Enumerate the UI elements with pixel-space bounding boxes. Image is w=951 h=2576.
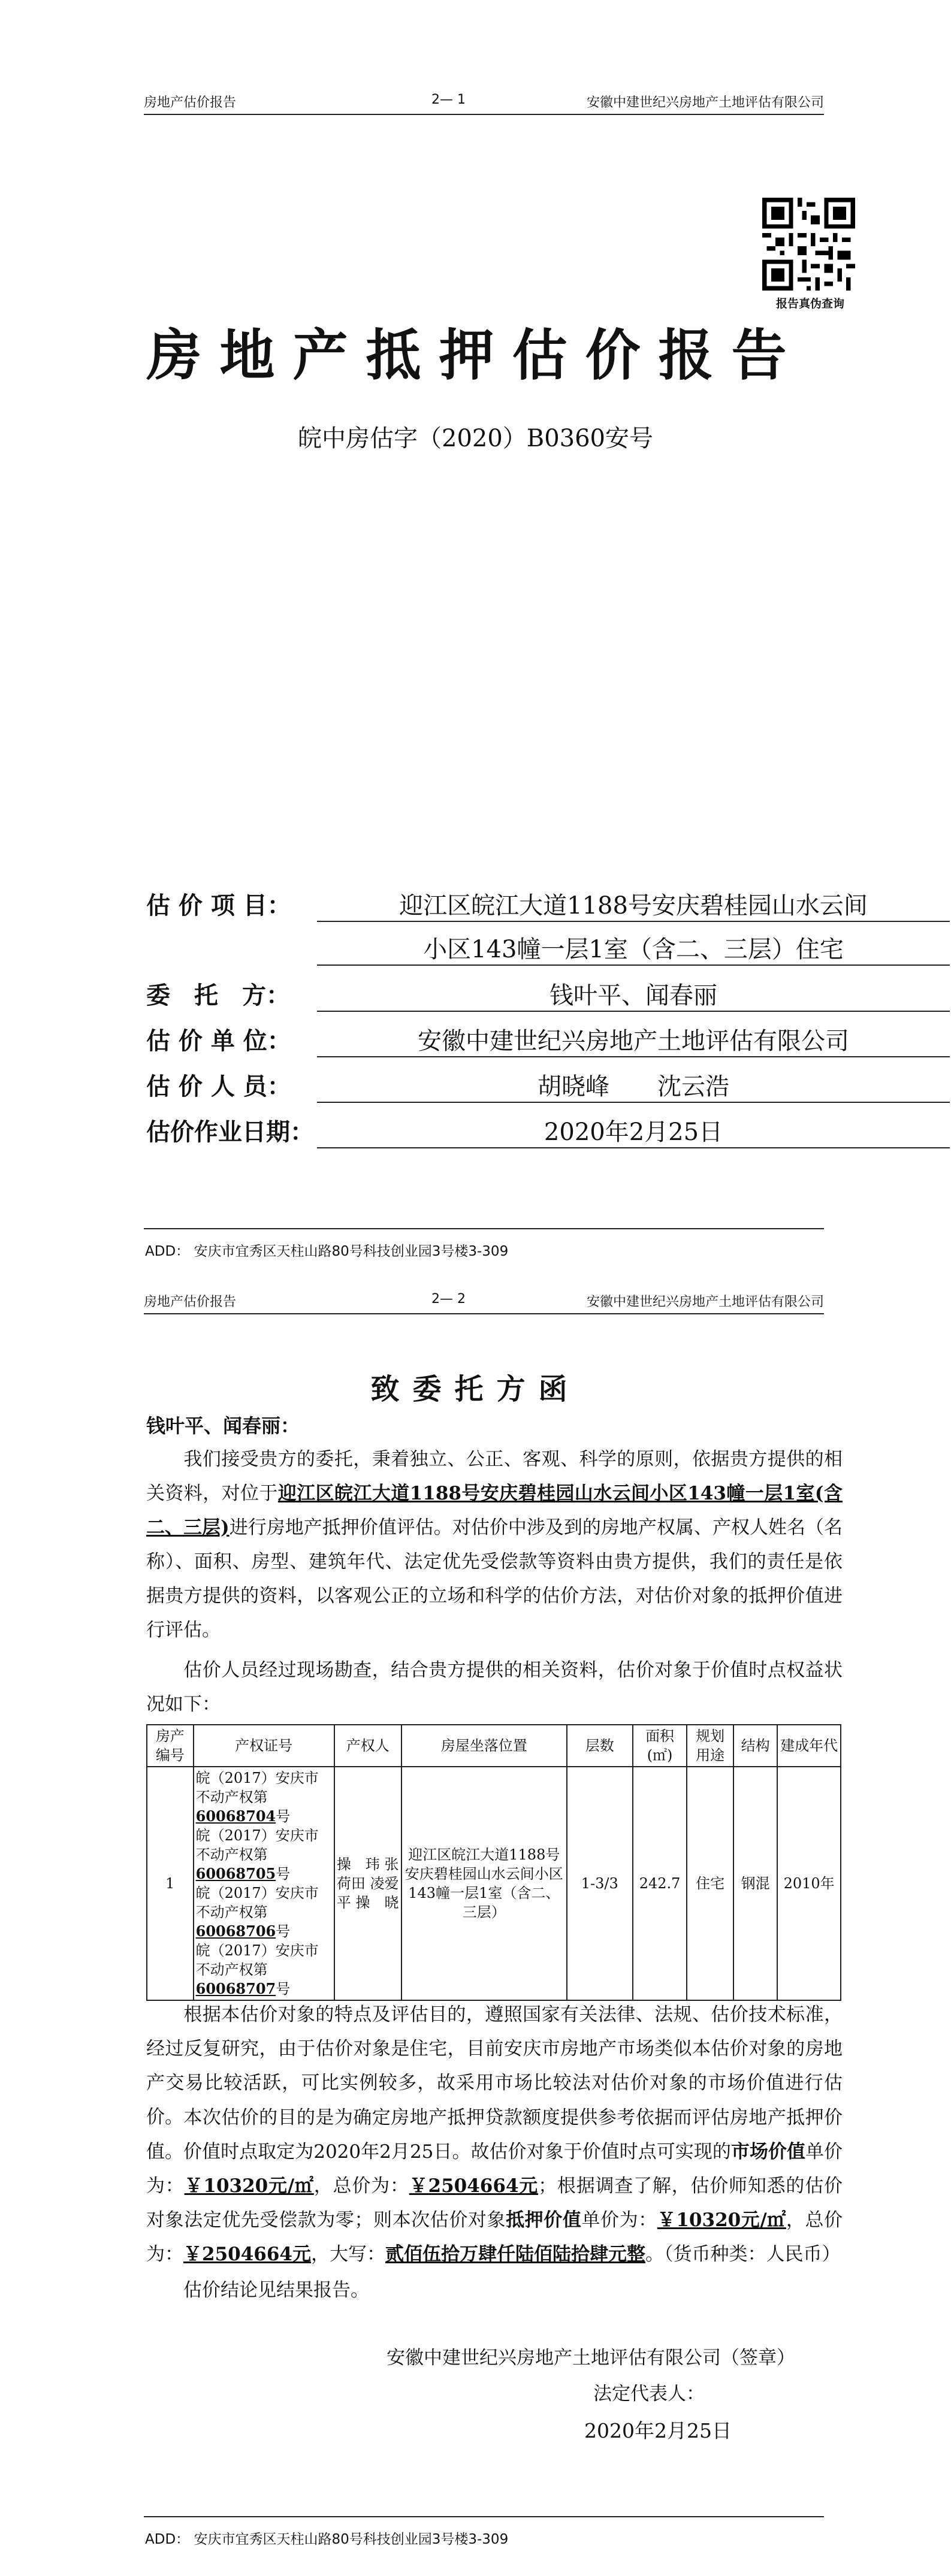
footer-address: ADD： 安庆市宜秀区天柱山路80号科技创业园3号楼3-309 <box>145 1244 509 1259</box>
p1-text-c: 进行房地产抵押价值评估。对估价中涉及到的房地产权属、产权人姓名（名称）、面积、房型、建筑年代、法定优先受偿款等资料由贵方提供，我们的责任是依据贵方提供的资料，以客观公正的立场和科学的估价方法，对估价对象的抵押价值进行评估。 <box>146 1517 843 1641</box>
table-header-cell: 房产编号 <box>147 1725 194 1767</box>
table-header-row <box>147 1725 841 1767</box>
p1-text-a: 我们接受贵方的委托，秉着独立、公正、客观、科学的原则，依据贵方提供的相关资料，对位于 <box>146 1449 843 1504</box>
info-value-project: 迎江区皖江大道1188号安庆碧桂园山水云间 <box>317 887 950 922</box>
market-total-price: ￥2504664元 <box>409 2175 539 2197</box>
p5-text: 估价结论见结果报告。 <box>183 2279 369 2301</box>
footer-address: ADD： 安庆市宜秀区天柱山路80号科技创业园3号楼3-309 <box>145 2532 509 2547</box>
cell-floors: 1-3/3 <box>567 1767 633 2000</box>
header-page-number: 2— 1 <box>431 92 466 107</box>
header-left: 房地产估价报告 <box>144 95 237 110</box>
info-label-client: 委 托 方： <box>146 981 290 1009</box>
info-value-appraisers: 胡晓峰 沈云浩 <box>317 1068 950 1103</box>
cell-location: 迎江区皖江大道1188号安庆碧桂园山水云间小区143幢一层1室（含二、三层） <box>401 1767 567 2000</box>
header-page-number: 2— 2 <box>431 1292 466 1307</box>
cell-no: 1 <box>147 1767 194 2000</box>
cell-year: 2010年 <box>777 1767 841 2000</box>
header-left: 房地产估价报告 <box>144 1295 237 1310</box>
cert-item: 皖（2017）安庆市不动产权第60068704号 <box>195 1770 319 1825</box>
cell-owners: 操 玮 张荷田 凌爱平 操 晓 <box>334 1767 401 2000</box>
info-value-date: 2020年2月25日 <box>317 1113 950 1148</box>
page-header <box>144 89 824 115</box>
info-value-client: 钱叶平、闻春丽 <box>317 976 950 1012</box>
p2-text: 估价人员经过现场勘查，结合贵方提供的相关资料，估价对象于价值时点权益状况如下： <box>146 1659 843 1715</box>
signature-company: 安徽中建世纪兴房地产土地评估有限公司（签章） <box>387 2347 795 2369</box>
table-header-cell: 产权人 <box>334 1725 401 1767</box>
property-table <box>146 1724 841 2001</box>
table-header-cell: 结构 <box>733 1725 777 1767</box>
header-right: 安徽中建世纪兴房地产土地评估有限公司 <box>586 1295 824 1310</box>
table-header-cell: 面积(㎡) <box>633 1725 687 1767</box>
table-header-cell: 房屋坐落位置 <box>401 1725 567 1767</box>
table-header-cell: 规划用途 <box>687 1725 733 1767</box>
table-header-cell: 建成年代 <box>777 1725 841 1767</box>
signature-representative: 法定代表人： <box>593 2383 705 2405</box>
p1-property-address: 迎江区皖江大道1188号安庆碧桂园山水云间小区143幢一层1室(含二、三层) <box>146 1483 843 1538</box>
footer-divider <box>144 2516 824 2517</box>
info-label-appraisers: 估 价 人 员： <box>146 1072 291 1100</box>
info-value-project-cont: 小区143幢一层1室（含二、三层）住宅 <box>317 930 950 966</box>
mortgage-total-price: ￥2504664元 <box>183 2244 311 2265</box>
info-label-project: 估 价 项 目： <box>146 891 291 920</box>
letter-page <box>0 1288 951 2576</box>
market-unit-price: ￥10320元/㎡ <box>184 2175 314 2197</box>
info-label-date: 估价作业日期： <box>146 1118 314 1146</box>
cell-structure: 钢混 <box>733 1767 777 2000</box>
info-value-unit: 安徽中建世纪兴房地产土地评估有限公司 <box>317 1022 950 1057</box>
table-header-cell: 产权证号 <box>194 1725 334 1767</box>
table-header-cell: 层数 <box>567 1725 633 1767</box>
cert-item: 皖（2017）安庆市不动产权第60068707号 <box>195 1942 319 1997</box>
salutation: 钱叶平、闻春丽： <box>146 1414 300 1437</box>
signature-date: 2020年2月25日 <box>584 2419 732 2442</box>
mortgage-unit-price: ￥10320元/㎡ <box>657 2209 786 2231</box>
qr-code-icon[interactable] <box>762 198 855 291</box>
footer-divider <box>144 1228 824 1229</box>
report-number: 皖中房估字（2020）B0360安号 <box>298 425 653 452</box>
header-right: 安徽中建世纪兴房地产土地评估有限公司 <box>586 95 824 110</box>
cert-item: 皖（2017）安庆市不动产权第60068706号 <box>195 1885 319 1940</box>
cell-certs <box>194 1767 334 2000</box>
info-label-unit: 估 价 单 位： <box>146 1027 291 1055</box>
cert-item: 皖（2017）安庆市不动产权第60068705号 <box>195 1827 319 1882</box>
paragraph-4: 本次估价的目的是为确定房地产抵押贷款额度提供参考依据而评估房地产抵押价值。价值时点取定为2020年2月25日。故估价对象于价值时点可实现的市场价值单价为：￥10320元/㎡，总价为：￥2504664元；根据调查了解，估价师知悉的估价对象法定优先受偿款为零；则本次估价对象抵押价值单价为：￥10320元/㎡，总价为：￥2504664元，大写：贰佰伍拾万肆仟陆佰陆拾肆元整。（货币种类：人民币） <box>146 2107 843 2265</box>
report-title: 房地产抵押估价报告 <box>146 323 805 388</box>
paragraph-1 <box>146 1443 843 1647</box>
paragraph-5 <box>146 2273 843 2308</box>
table-row <box>147 1767 841 2000</box>
letter-title: 致委托方函 <box>370 1372 581 1406</box>
mortgage-value-label: 抵押价值 <box>506 2209 582 2231</box>
p3-text: 根据本估价对象的特点及评估目的，遵照国家有关法律、法规、估价技术标准，经过反复研究，由于估价对象是住宅，目前安庆市房地产市场类似本估价对象的房地产交易比较活跃，可比实例较多，故采用市场比较法对估价对象的市场价值进行估价。 <box>146 2004 843 2128</box>
qr-caption: 报告真伪查询 <box>775 297 844 310</box>
market-value-label: 市场价值 <box>730 2141 805 2163</box>
capital-amount: 贰佰伍拾万肆仟陆佰陆拾肆元整 <box>385 2244 645 2265</box>
cell-area: 242.7 <box>633 1767 687 2000</box>
paragraph-2 <box>146 1653 843 1722</box>
cell-use: 住宅 <box>687 1767 733 2000</box>
page-header <box>144 1288 824 1314</box>
